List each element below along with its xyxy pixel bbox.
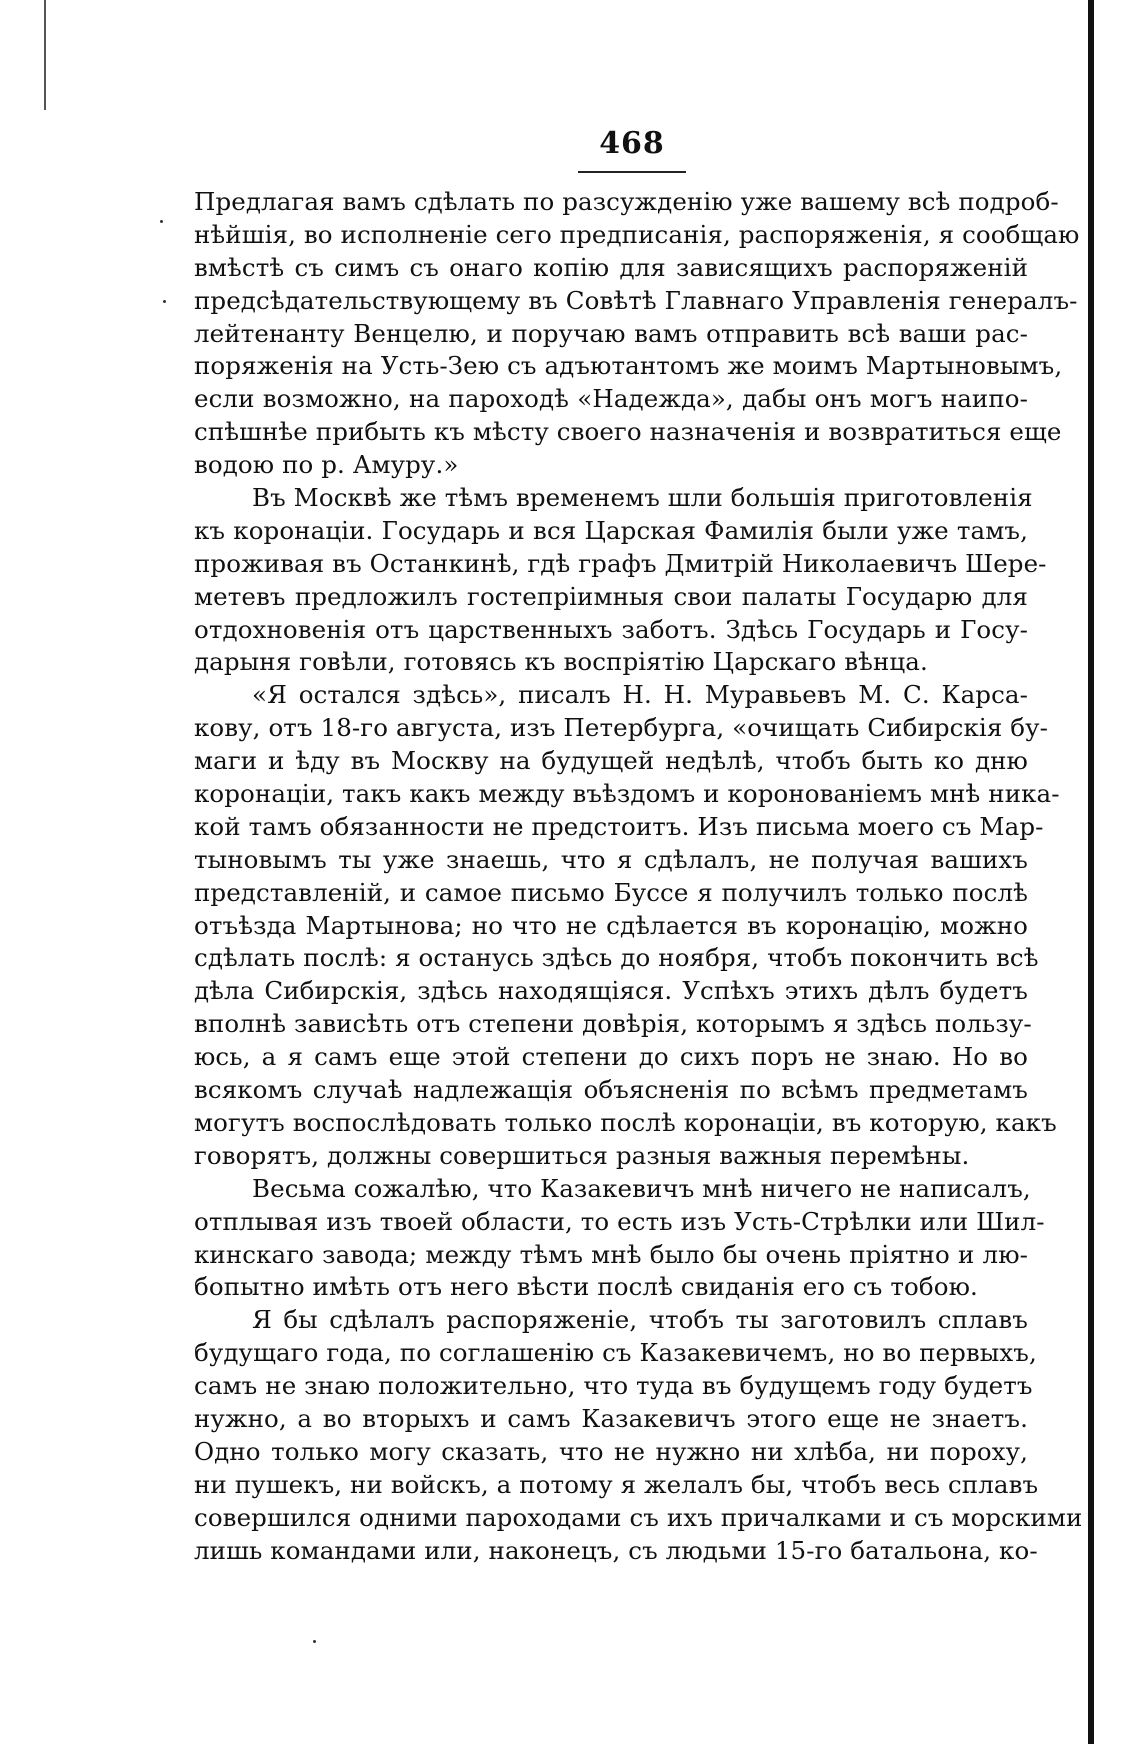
text-line-25: дѣла Сибирскія, здѣсь находящіяся. Успѣхъ этихъ дѣлъ будетъ	[194, 976, 1028, 1006]
text-line-27: юсь, а я самъ еще этой степени до сихъ поръ не знаю. Но во	[194, 1042, 1028, 1072]
text-line-20: кой тамъ обязанности не предстоитъ. Изъ письма моего съ Мар-	[194, 811, 1044, 841]
print-speck	[313, 1640, 316, 1643]
text-line-38: нужно, а во вторыхъ и самъ Казакевичъ этого еще не знаетъ.	[194, 1403, 1028, 1433]
text-line-42: лишь командами или, наконецъ, съ людьми 15-го батальона, ко-	[194, 1535, 1038, 1565]
text-line-39: Одно только могу сказать, что не нужно ни хлѣба, ни пороху,	[194, 1436, 1028, 1466]
text-line-4: предсѣдательствующему въ Совѣтѣ Главнаго Управленія генералъ-	[194, 285, 1078, 315]
text-line-8: спѣшнѣе прибыть къ мѣсту своего назначенія и возвратиться еще	[194, 417, 1062, 447]
text-line-10: Въ Москвѣ же тѣмъ временемъ шли большія приготовленія	[252, 483, 1033, 513]
text-line-40: ни пушекъ, ни войскъ, а потому я желалъ бы, чтобъ весь сплавъ	[194, 1469, 1039, 1499]
text-line-28: всякомъ случаѣ надлежащія объясненія по всѣмъ предметамъ	[194, 1075, 1028, 1105]
right-binding-edge	[1088, 0, 1094, 1744]
text-line-34: бопытно имѣть отъ него вѣсти послѣ свиданія его съ тобою.	[194, 1272, 978, 1302]
text-line-9: водою по р. Амуру.»	[194, 450, 459, 480]
body-text	[194, 186, 1083, 1567]
print-speck	[163, 300, 166, 303]
text-line-35: Я бы сдѣлалъ распоряженіе, чтобъ ты заготовилъ сплавъ	[252, 1305, 1028, 1335]
text-line-31: Весьма сожалѣю, что Казакевичъ мнѣ ничего не написалъ,	[252, 1173, 1031, 1203]
text-line-6: поряженія на Усть-Зею съ адъютантомъ же моимъ Мартыновымъ,	[194, 351, 1063, 381]
text-line-41: совершился одними пароходами съ ихъ причалками и съ морскими	[194, 1502, 1083, 1532]
print-speck	[160, 220, 163, 223]
text-line-32: отплывая изъ твоей области, то есть изъ Усть-Стрѣлки или Шил-	[194, 1206, 1045, 1236]
text-line-7: если возможно, на пароходѣ «Надежда», дабы онъ могъ наипо-	[194, 384, 1028, 414]
page-number: 468	[599, 126, 665, 161]
text-line-12: проживая въ Останкинѣ, гдѣ графъ Дмитрій Николаевичъ Шере-	[194, 548, 1047, 578]
text-line-22: представленій, и самое письмо Буссе я получилъ только послѣ	[194, 877, 1028, 907]
text-line-23: отъѣзда Мартынова; но что не сдѣлается въ коронацію, можно	[194, 910, 1028, 940]
text-line-37: самъ не знаю положительно, что туда въ будущемъ году будетъ	[194, 1371, 1033, 1401]
text-line-33: кинскаго завода; между тѣмъ мнѣ было бы очень пріятно и лю-	[194, 1239, 1028, 1269]
left-binding-edge	[44, 0, 46, 110]
text-line-18: маги и ѣду въ Москву на будущей недѣлѣ, чтобъ быть ко дню	[194, 746, 1028, 776]
page-number-rule	[578, 171, 686, 173]
text-line-29: могутъ воспослѣдовать только послѣ коронаціи, въ которую, какъ	[194, 1107, 1057, 1137]
text-line-21: тыновымъ ты уже знаешь, что я сдѣлалъ, не получая вашихъ	[194, 844, 1028, 874]
text-line-5: лейтенанту Венцелю, и поручаю вамъ отправить всѣ ваши рас-	[194, 318, 1028, 348]
text-line-30: говорятъ, должны совершиться разныя важныя перемѣны.	[194, 1140, 970, 1170]
text-line-2: нѣйшія, во исполненіе сего предписанія, распоряженія, я сообщаю	[194, 219, 1080, 249]
text-line-3: вмѣстѣ съ симъ съ онаго копію для зависящихъ распоряженій	[194, 252, 1028, 282]
text-line-15: дарыня говѣли, готовясь къ воспріятію Царскаго вѣнца.	[194, 647, 928, 677]
text-line-1: Предлагая вамъ сдѣлать по разсужденію уже вашему всѣ подроб-	[194, 187, 1059, 216]
text-line-19: коронаціи, такъ какъ между въѣздомъ и коронованіемъ мнѣ ника-	[194, 779, 1060, 809]
text-line-26: вполнѣ зависѣть отъ степени довѣрія, которымъ я здѣсь пользу-	[194, 1009, 1032, 1039]
text-line-13: метевъ предложилъ гостепріимныя свои палаты Государю для	[194, 581, 1028, 611]
text-line-17: кову, отъ 18-го августа, изъ Петербурга, «очищать Сибирскія бу-	[194, 713, 1049, 743]
text-line-24: сдѣлать послѣ: я останусь здѣсь до ноября, чтобъ покончить всѣ	[194, 943, 1039, 973]
text-line-36: будущаго года, по соглашенію съ Казакевичемъ, но во первыхъ,	[194, 1338, 1037, 1368]
text-line-16: «Я остался здѣсь», писалъ Н. Н. Муравьевъ М. С. Карса-	[252, 680, 1028, 710]
text-line-14: отдохновенія отъ царственныхъ заботъ. Здѣсь Государь и Госу-	[194, 614, 1028, 644]
text-line-11: къ коронаціи. Государь и вся Царская Фамилія были уже тамъ,	[194, 515, 1028, 545]
